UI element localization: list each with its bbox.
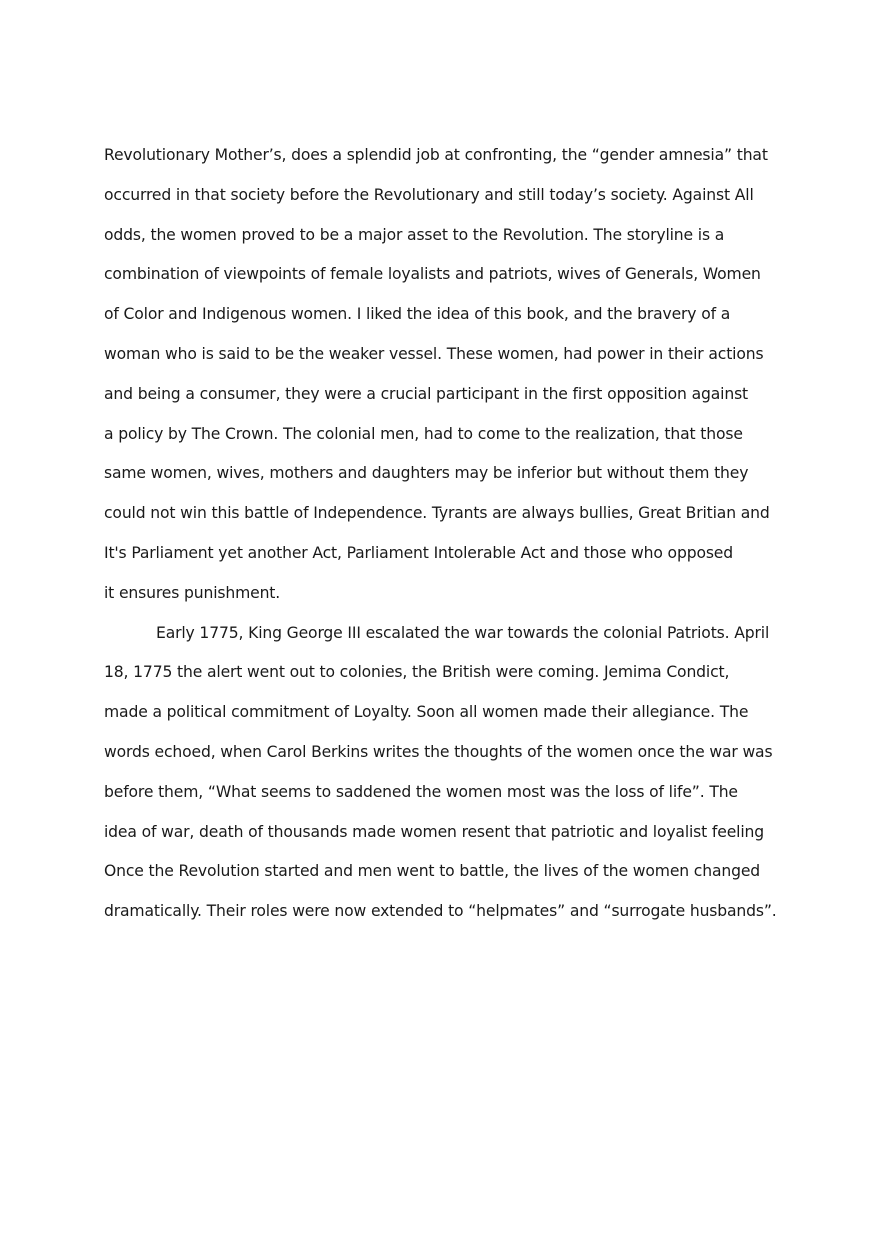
text-line: Once the Revolution started and men went to battle, the lives of the women changed — [104, 862, 761, 881]
text-line: odds, the women proved to be a major asset to the Revolution. The storyline is a — [104, 225, 725, 244]
text-line: Early 1775, King George III escalated the war towards the colonial Patriots. April — [156, 623, 770, 642]
document-body — [104, 139, 784, 935]
text-line: combination of viewpoints of female loyalists and patriots, wives of Generals, Women — [104, 265, 761, 284]
text-line: made a political commitment of Loyalty. Soon all women made their allegiance. The — [104, 703, 749, 722]
text-line: a policy by The Crown. The colonial men, had to come to the realization, that those — [104, 424, 743, 443]
text-line: same women, wives, mothers and daughters may be inferior but without them they — [104, 464, 749, 483]
paragraph-1 — [104, 139, 784, 617]
text-line: could not win this battle of Independence. Tyrants are always bullies, Great Britian and — [104, 504, 770, 523]
paragraph-2 — [104, 617, 784, 935]
text-line: occurred in that society before the Revolutionary and still today’s society. Against All — [104, 185, 754, 204]
text-line: dramatically. Their roles were now extended to “helpmates” and “surrogate husbands”. — [104, 902, 777, 921]
text-line: Revolutionary Mother’s, does a splendid job at confronting, the “gender amnesia” that — [104, 146, 768, 164]
text-line: and being a consumer, they were a crucial participant in the first opposition against — [104, 384, 749, 403]
text-line: before them, “What seems to saddened the women most was the loss of life”. The — [104, 782, 738, 801]
text-line: woman who is said to be the weaker vessel. These women, had power in their actions — [104, 344, 764, 363]
text-line: of Color and Indigenous women. I liked the idea of this book, and the bravery of a — [104, 305, 731, 324]
text-line: 18, 1775 the alert went out to colonies, the British were coming. Jemima Condict, — [104, 663, 730, 682]
text-line: it ensures punishment. — [104, 583, 281, 602]
text-line: It's Parliament yet another Act, Parliament Intolerable Act and those who opposed — [104, 543, 733, 562]
text-line: idea of war, death of thousands made women resent that patriotic and loyalist feeling — [104, 822, 764, 841]
text-line: words echoed, when Carol Berkins writes the thoughts of the women once the war was — [104, 742, 773, 761]
